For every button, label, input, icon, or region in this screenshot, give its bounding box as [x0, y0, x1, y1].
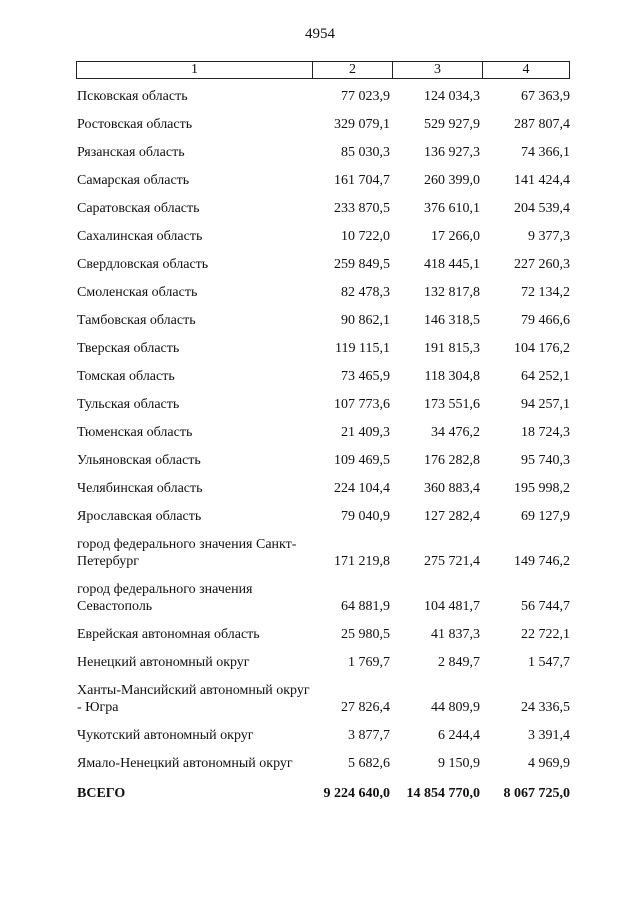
page-number: 4954 [305, 26, 335, 42]
region-name: Свердловская область [77, 257, 209, 272]
value-col-4: 56 744,7 [521, 599, 570, 614]
value-col-3: 17 266,0 [431, 229, 480, 244]
value-col-2: 259 849,5 [334, 257, 390, 272]
table-row [76, 108, 570, 136]
value-col-3: 127 282,4 [424, 509, 480, 524]
region-name: Ненецкий автономный округ [77, 655, 250, 670]
region-name: Чукотский автономный округ [77, 728, 254, 743]
region-name: Псковская область [77, 89, 188, 104]
value-col-3: 2 849,7 [438, 655, 480, 670]
value-col-4: 69 127,9 [521, 509, 570, 524]
column-header-4: 4 [522, 62, 530, 77]
value-col-4: 4 969,9 [528, 756, 570, 771]
value-col-4: 95 740,3 [521, 453, 570, 468]
value-col-4: 94 257,1 [521, 397, 570, 412]
region-name: город федерального значения Санкт-Петербург [77, 537, 297, 569]
value-col-2: 64 881,9 [341, 599, 390, 614]
table-row [76, 136, 570, 164]
value-col-4: 195 998,2 [514, 481, 570, 496]
table-row [76, 332, 570, 360]
value-col-2: 10 722,0 [341, 229, 390, 244]
value-col-2: 171 219,8 [334, 554, 390, 569]
region-name: Тюменская область [77, 425, 193, 440]
value-col-4: 3 391,4 [528, 728, 570, 743]
value-col-3: 6 244,4 [438, 728, 480, 743]
value-col-3: 376 610,1 [424, 201, 480, 216]
value-col-4: 204 539,4 [514, 201, 570, 216]
value-col-2: 107 773,6 [334, 397, 390, 412]
value-col-4: 64 252,1 [521, 369, 570, 384]
table-row [76, 747, 570, 775]
value-col-3: 191 815,3 [424, 341, 480, 356]
value-col-3: 136 927,3 [424, 145, 480, 160]
table-header-row [76, 61, 570, 79]
table-row [76, 444, 570, 472]
region-name: Томская область [77, 369, 175, 384]
value-col-2: 233 870,5 [334, 201, 390, 216]
table-row [76, 220, 570, 248]
region-name: город федерального значения Севастополь [77, 582, 253, 614]
value-col-4: 287 807,4 [514, 117, 570, 132]
region-name: Самарская область [77, 173, 190, 188]
table-row [76, 80, 570, 108]
value-col-3: 360 883,4 [424, 481, 480, 496]
value-col-4: 9 377,3 [528, 229, 570, 244]
region-name: Ханты-Мансийский автономный округ - Югра [77, 683, 310, 715]
value-col-4: 22 722,1 [521, 627, 570, 642]
value-col-3: 41 837,3 [431, 627, 480, 642]
table-row [76, 573, 570, 618]
value-col-2: 5 682,6 [348, 756, 390, 771]
value-col-2: 1 769,7 [348, 655, 390, 670]
value-col-4: 104 176,2 [514, 341, 570, 356]
region-name: Смоленская область [77, 285, 198, 300]
table-body [76, 80, 570, 805]
value-col-4: 72 134,2 [521, 285, 570, 300]
value-col-3: 118 304,8 [424, 369, 480, 384]
value-col-2: 82 478,3 [341, 285, 390, 300]
column-header-3: 3 [393, 62, 483, 78]
region-name: Ямало-Ненецкий автономный округ [77, 756, 293, 771]
value-col-2: 77 023,9 [341, 89, 390, 104]
value-col-2: 109 469,5 [334, 453, 390, 468]
region-name: Тверская область [77, 341, 180, 356]
value-col-2: 3 877,7 [348, 728, 390, 743]
value-col-4: 227 260,3 [514, 257, 570, 272]
table-row [76, 719, 570, 747]
table-row [76, 388, 570, 416]
column-header-2: 2 [313, 62, 393, 78]
total-col-4: 8 067 725,0 [503, 786, 570, 801]
table-row [76, 674, 570, 719]
value-col-3: 418 445,1 [424, 257, 480, 272]
value-col-2: 85 030,3 [341, 145, 390, 160]
table-row [76, 618, 570, 646]
value-col-3: 260 399,0 [424, 173, 480, 188]
value-col-4: 149 746,2 [514, 554, 570, 569]
table-row [76, 646, 570, 674]
value-col-2: 25 980,5 [341, 627, 390, 642]
region-name: Еврейская автономная область [77, 627, 260, 642]
value-col-2: 27 826,4 [341, 700, 390, 715]
value-col-3: 9 150,9 [438, 756, 480, 771]
value-col-3: 146 318,5 [424, 313, 480, 328]
table-row [76, 500, 570, 528]
value-col-3: 104 481,7 [424, 599, 480, 614]
region-name: Сахалинская область [77, 229, 203, 244]
value-col-2: 79 040,9 [341, 509, 390, 524]
value-col-2: 224 104,4 [334, 481, 390, 496]
table-row [76, 276, 570, 304]
value-col-2: 21 409,3 [341, 425, 390, 440]
column-header-1: 1 [77, 62, 313, 78]
value-col-4: 18 724,3 [521, 425, 570, 440]
region-name: Тульская область [77, 397, 180, 412]
table-total-row [76, 775, 570, 805]
region-name: Саратовская область [77, 201, 200, 216]
value-col-3: 132 817,8 [424, 285, 480, 300]
table-row [76, 248, 570, 276]
value-col-4: 74 366,1 [521, 145, 570, 160]
total-label: ВСЕГО [77, 786, 126, 801]
table-row [76, 304, 570, 332]
value-col-2: 119 115,1 [335, 341, 390, 356]
value-col-3: 34 476,2 [431, 425, 480, 440]
value-col-2: 161 704,7 [334, 173, 390, 188]
region-name: Рязанская область [77, 145, 185, 160]
value-col-3: 124 034,3 [424, 89, 480, 104]
value-col-2: 90 862,1 [341, 313, 390, 328]
region-name: Ульяновская область [77, 453, 201, 468]
total-col-2: 9 224 640,0 [323, 786, 390, 801]
region-name: Тамбовская область [77, 313, 196, 328]
value-col-3: 173 551,6 [424, 397, 480, 412]
table-row [76, 192, 570, 220]
region-name: Ростовская область [77, 117, 193, 132]
value-col-4: 1 547,7 [528, 655, 570, 670]
value-col-3: 275 721,4 [424, 554, 480, 569]
total-col-3: 14 854 770,0 [406, 786, 480, 801]
value-col-3: 44 809,9 [431, 700, 480, 715]
value-col-3: 176 282,8 [424, 453, 480, 468]
value-col-2: 329 079,1 [334, 117, 390, 132]
table-row [76, 360, 570, 388]
region-name: Челябинская область [77, 481, 203, 496]
value-col-4: 67 363,9 [521, 89, 570, 104]
value-col-4: 79 466,6 [521, 313, 570, 328]
table-row [76, 528, 570, 573]
table-row [76, 164, 570, 192]
value-col-4: 24 336,5 [521, 700, 570, 715]
value-col-3: 529 927,9 [424, 117, 480, 132]
value-col-2: 73 465,9 [341, 369, 390, 384]
region-name: Ярославская область [77, 509, 202, 524]
table-row [76, 416, 570, 444]
value-col-4: 141 424,4 [514, 173, 570, 188]
table-row [76, 472, 570, 500]
